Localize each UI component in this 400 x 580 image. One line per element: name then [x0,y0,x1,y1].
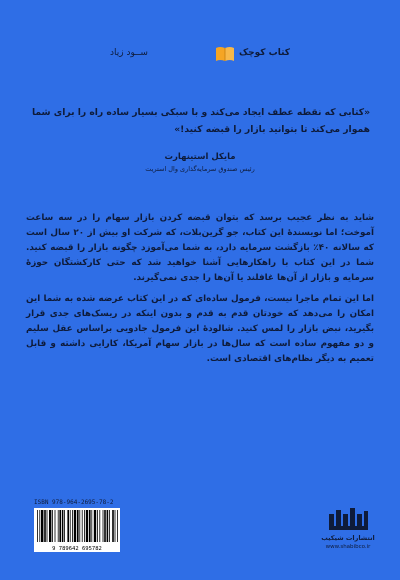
publisher-name: انتشارات شیکیب [321,534,375,542]
barcode-bar [62,510,64,542]
barcode-bar [64,510,65,542]
publisher-logo-icon [325,506,371,532]
barcode-bar [55,510,56,542]
barcode-bar [84,510,85,542]
barcode-bar [112,510,114,542]
series-header [110,46,290,66]
barcode-bar [74,510,76,542]
series-brand: کتاب کوچک [238,48,290,58]
barcode-bar [70,510,71,542]
barcode-bar [115,510,116,542]
barcode-bar [44,510,46,542]
description-paragraph-1: شاید به نظر عجیب برسد که بتوان قبضه کردن بازار سهام را در سه ساعت آموخت؛ اما نویسندهٔ این کتاب، جو گرین‌بلات، که شرکت او بیش از ۲۰ سال است که سالانه ۴۰٪ بازگشت سرمایه دارد، به شما می‌آموزد چگونه بازار را قبضه کنید. شما در این کتاب با راهکارهایی آشنا خواهید شد که حتی کارکشتگان حوزهٔ سرمایه و بازار از آن‌ها غافلند یا آن‌ها را جدی نمی‌گیرند. [26,213,375,283]
quote-author: مایکل استینهارت [164,152,236,162]
barcode-bar [72,510,73,542]
barcode-bar [103,510,104,542]
barcode-bar [39,510,40,542]
publisher-url[interactable]: www.shabibco.ir [325,544,371,550]
barcode-bar [104,510,106,542]
isbn-barcode [34,499,120,552]
barcode-bars [34,508,120,552]
endorsement-quote [30,104,370,173]
barcode-bar [67,510,69,542]
barcode-bar [86,510,88,542]
barcode-bar [52,510,53,542]
barcode-bar [109,510,110,542]
barcode-bar [59,510,61,542]
barcode-bar [58,510,59,542]
open-book-icon [215,46,235,62]
barcode-bar [41,510,43,542]
book-description [26,211,374,373]
isbn-text: ISBN 978-964-2695-78-2 [34,499,114,506]
barcode-bar [37,510,38,542]
quote-author-title: رئیس صندوق سرمایه‌گذاری وال استریت [145,165,255,173]
barcode-bar [97,510,98,542]
barcode-bar [77,510,79,542]
barcode-bar [82,510,83,542]
barcode-bar [79,510,80,542]
description-paragraph-2: اما این تمام ماجرا نیست، فرمول ساده‌ای که در این کتاب عرضه شده به شما این امکان را می‌دهد که خودتان قدم به قدم و بدون اینکه در ریسک‌های جدی قرار بگیرید، نبض بازار را لمس کنید. شالودهٔ این فرمول جادویی براساس عقل سلیم و دو مفهوم ساده است که سال‌ها در بازار سهام آمریکا، کارایی داشته و قابل تعمیم به دیگر نظام‌های اقتصادی است. [26,294,374,364]
barcode-bar [49,510,51,542]
barcode-bar [117,510,118,542]
barcode-bar [47,510,48,542]
barcode-bar [94,510,96,542]
publisher-block [318,506,378,550]
series-tagline: ســود زیاد [110,48,148,58]
barcode-bar [107,510,109,542]
quote-text: «کتابی که نقطه عطف ایجاد می‌کند و با سبکی بسیار ساده راه را برای شما هموار می‌کند تا بتوانید بازار را قبضه کنید!» [31,107,370,135]
barcode-bar [89,510,91,542]
barcode-bar [91,510,92,542]
barcode-digits: 9 789642 695782 [34,546,120,552]
barcode-bar [99,510,100,542]
